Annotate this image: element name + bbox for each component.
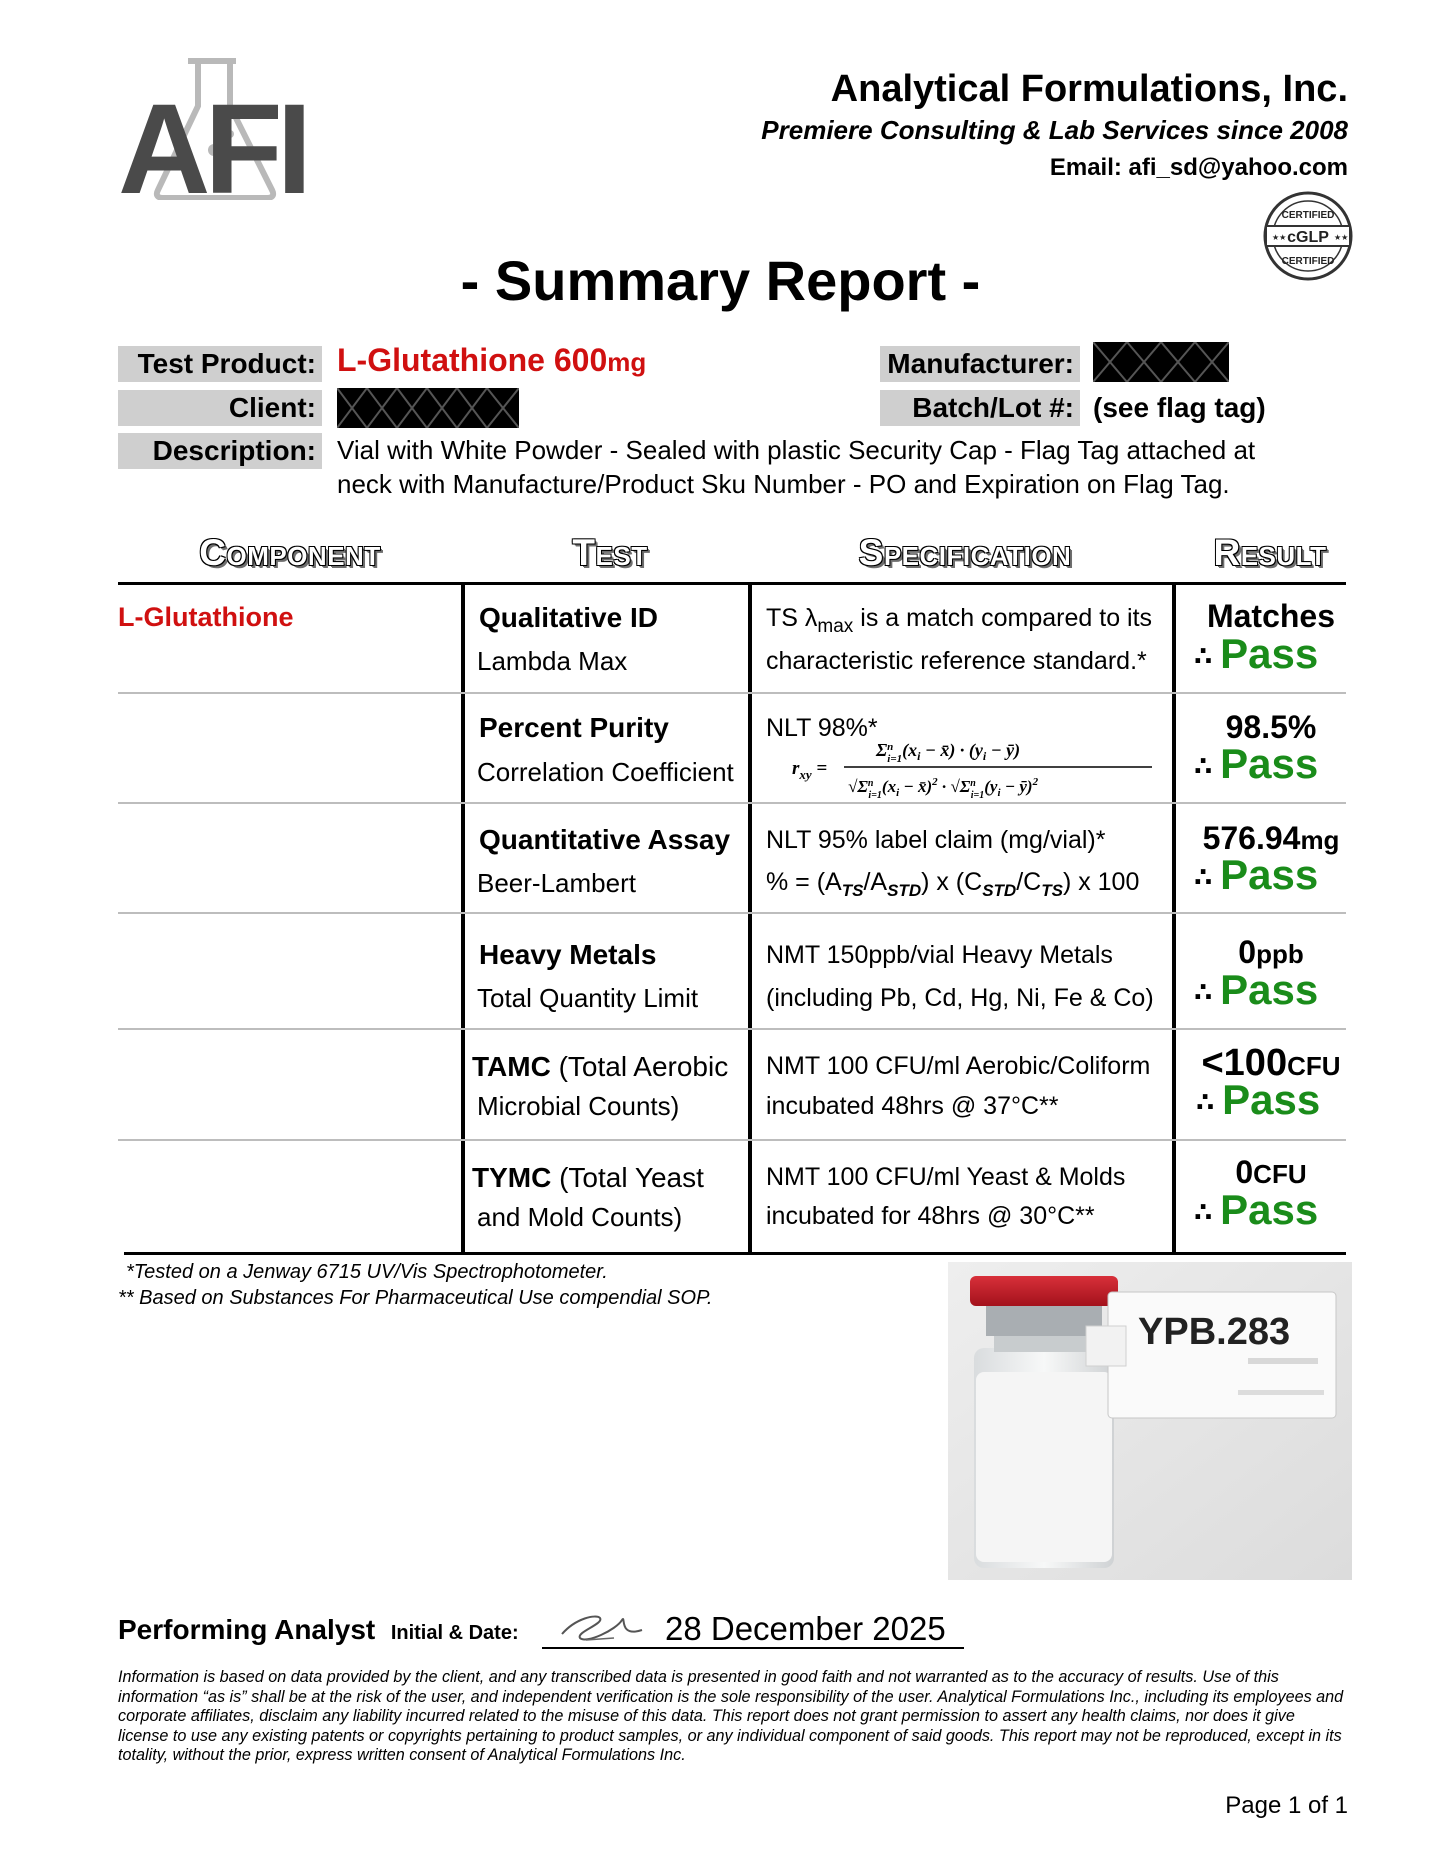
spec-line-2: incubated for 48hrs @ 30°C** (766, 1202, 1095, 1230)
pass-badge: ∴ Pass (1194, 966, 1319, 1013)
seal-middle-text: cGLP (1287, 229, 1329, 246)
component-name: L-Glutathione (118, 602, 294, 632)
column-divider-2 (748, 584, 752, 1254)
performing-analyst-label: Performing Analyst Initial & Date: (118, 1614, 519, 1645)
spec-line-2: (including Pb, Cd, Hg, Ni, Fe & Co) (766, 984, 1154, 1012)
spec-line-1: TS $\lambda_{max}$ is a match compared to its (766, 604, 1153, 637)
test-sub-label: Correlation Coefficient (477, 757, 734, 787)
footnote-2: ** Based on Substances For Pharmaceutical Use compendial SOP. (118, 1287, 713, 1309)
analysis-date: 28 December 2025 (665, 1610, 946, 1647)
page-number: Page 1 of 1 (1225, 1792, 1348, 1819)
spec-line-1: NMT 100 CFU/ml Aerobic/Coliform (766, 1052, 1151, 1080)
row-divider (118, 802, 1346, 804)
pass-badge: ∴ Pass (1194, 1186, 1319, 1233)
table-row: Percent Purity (479, 712, 669, 743)
manufacturer-redacted (1093, 342, 1229, 382)
batch-label: Batch/Lot #: (880, 390, 1080, 426)
description-text (337, 433, 1255, 501)
date-underline (542, 1647, 964, 1649)
test-product-value: L-Glutathione 600mg (337, 342, 647, 378)
header-result: Result (1213, 532, 1327, 573)
header-test: Test (572, 532, 648, 573)
table-top-rule (118, 582, 1346, 585)
company-email: Email: afi_sd@yahoo.com (1049, 154, 1348, 181)
afi-logo (118, 58, 343, 200)
table-row: TYMC (Total Yeast (472, 1162, 704, 1193)
pass-badge: ∴ Pass (1194, 740, 1319, 787)
legal-disclaimer: Information is based on data provided by the client, and any transcribed data is presented in good faith and not warranted as to the accuracy of results. Use of this information “as is” shall be at the risk of the user, and independent verification is the sole responsibility of the user. Analytical Formulations Inc., including its employees and corporate affiliates, disclaim any liability incurred related to the misuse of this data. This report does not grant permission to assert any health claims, nor does it give license to use any existing patents or copyrights pertaining to product samples, or any individual component of said goods. This report may not be reproduced, except in its totality, without the prior, express written consent of Analytical Formulations Inc. (118, 1668, 1344, 1764)
pass-badge: ∴ Pass (1194, 630, 1319, 677)
spec-line-1: NMT 100 CFU/ml Yeast & Molds (766, 1163, 1126, 1191)
spec-line-1: NLT 98%* (766, 714, 878, 742)
description-line-1: Vial with White Powder - Sealed with plastic Security Cap - Flag Tag attached at (337, 435, 1256, 465)
header-specification: Specification (858, 532, 1072, 573)
result-value: 0ppb (1238, 934, 1304, 970)
spec-line-2: characteristic reference standard.* (766, 647, 1147, 675)
analyst-signature-icon (556, 1608, 648, 1648)
company-name: Analytical Formulations, Inc. (830, 68, 1348, 110)
logo-text: AFI (118, 78, 307, 200)
test-sub-label: Beer-Lambert (477, 868, 636, 898)
header-component: Component (199, 532, 381, 573)
row-divider (118, 692, 1346, 694)
table-row: TAMC (Total Aerobic (472, 1051, 729, 1082)
spec-line-2: incubated 48hrs @ 37°C** (766, 1092, 1059, 1120)
table-row: Quantitative Assay (479, 824, 731, 855)
client-redacted (337, 388, 519, 428)
product-vial-photo (948, 1262, 1352, 1580)
batch-value: (see flag tag) (1093, 392, 1266, 423)
svg-text:★★: ★★ (1272, 233, 1287, 242)
column-divider-3 (1172, 584, 1176, 1254)
description-label: Description: (118, 433, 322, 469)
seal-bottom-text: CERTIFIED (1281, 256, 1335, 267)
beer-lambert-formula: % = $(A_{TS}/A_{STD})$ x $(C_{STD}/C_{TS})$ x 100 (766, 868, 1140, 900)
client-label: Client: (118, 390, 322, 426)
correlation-formula (788, 734, 1158, 798)
row-divider (118, 1139, 1346, 1141)
spec-line-1: NMT 150ppb/vial Heavy Metals (766, 941, 1113, 969)
svg-text:rxy =: $r_{xy}$ = (792, 758, 828, 782)
result-value: 98.5% (1225, 709, 1317, 745)
test-product-label: Test Product: (118, 346, 322, 382)
table-row: Qualitative ID (479, 602, 658, 633)
test-sub-label: Total Quantity Limit (477, 983, 699, 1013)
result-value: 576.94mg (1202, 820, 1340, 856)
description-line-2: neck with Manufacture/Product Sku Number - PO and Expiration on Flag Tag. (337, 469, 1230, 499)
result-value: Matches (1206, 598, 1336, 634)
manufacturer-label: Manufacturer: (880, 346, 1080, 382)
svg-text:Σni=1(xi − x̄) · (yi − ȳ): $\Sigma^n$ $i=1(x_i$ − x̄) · ($y_i$ − ȳ) (876, 740, 1021, 765)
footnote-1: *Tested on a Jenway 6715 UV/Vis Spectrophotometer. (126, 1261, 608, 1283)
svg-text:★★: ★★ (1334, 233, 1349, 242)
seal-top-text: CERTIFIED (1281, 210, 1335, 221)
table-row: Heavy Metals (479, 939, 657, 970)
result-value: 0CFU (1235, 1154, 1307, 1190)
column-divider-1 (461, 584, 465, 1254)
pass-badge: ∴ Pass (1196, 1076, 1321, 1123)
row-divider (118, 912, 1346, 914)
table-bottom-rule (124, 1252, 1346, 1255)
spec-line-1: NLT 95% label claim (mg/vial)* (766, 826, 1106, 854)
flag-tag-text: YPB.283 (1138, 1311, 1291, 1353)
row-divider (118, 1028, 1346, 1030)
pass-badge: ∴ Pass (1194, 851, 1319, 898)
test-sub-label: and Mold Counts) (477, 1202, 683, 1232)
result-value: <100CFU (1201, 1042, 1341, 1084)
company-tagline: Premiere Consulting & Lab Services since 2008 (761, 115, 1348, 145)
report-title: - Summary Report - (460, 249, 981, 312)
svg-text:√Σni=1(xi − x̄)2 · √Σni=1(yi −: $√\Sigma^n$ $i=1(x_i$ − x̄)$^2$ · $√\Sigma^n$ $i=1(y_i$ − ȳ)$^2$ (848, 776, 1039, 798)
test-sub-label: Lambda Max (477, 646, 628, 676)
test-sub-label: Microbial Counts) (477, 1091, 680, 1121)
